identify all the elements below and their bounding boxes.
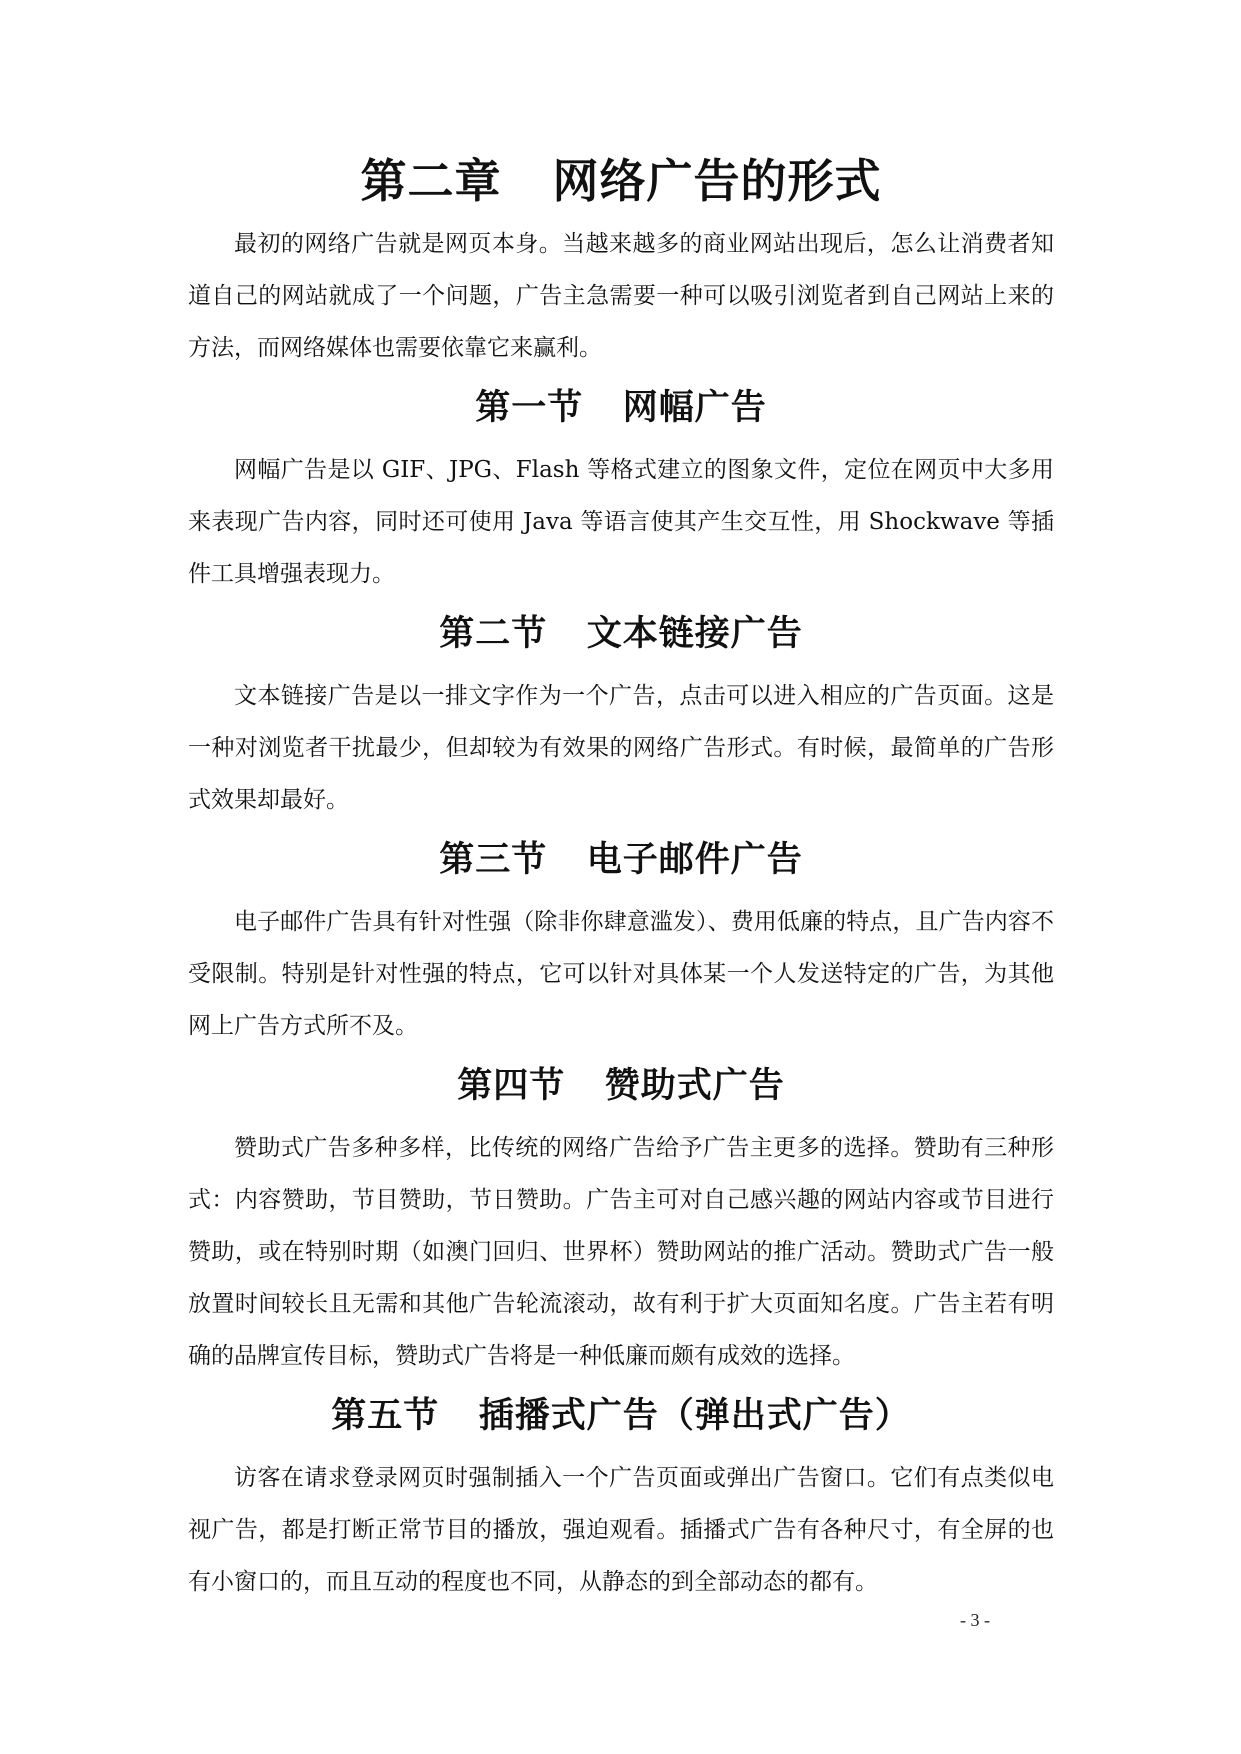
section-title-4: 第四节 赞助式广告 [457,1065,785,1106]
page-number: - 3 - [960,1610,990,1630]
section-title-3: 第三节 电子邮件广告 [439,839,803,880]
section-paragraph-4: 赞助式广告多种多样，比传统的网络广告给予广告主更多的选择。赞助有三种形式：内容赞助，节目赞助，节日赞助。广告主可对自己感兴趣的网站内容或节目进行赞助，或在特别时期（如澳门回归、世界杯）赞助网站的推广活动。赞助式广告一般放置时间较长且无需和其他广告轮流滚动，故有利于扩大页面知名度。广告主若有明确的品牌宣传目标，赞助式广告将是一种低廉而颇有成效的选择。 [188,1135,1054,1369]
chapter-title: 第二章 网络广告的形式 [360,154,882,208]
section-paragraph-2: 文本链接广告是以一排文字作为一个广告，点击可以进入相应的广告页面。这是一种对浏览者干扰最少，但却较为有效果的网络广告形式。有时候，最简单的广告形式效果却最好。 [188,683,1054,813]
section-title-1: 第一节 网幅广告 [475,387,767,428]
section-paragraph-5: 访客在请求登录网页时强制插入一个广告页面或弹出广告窗口。它们有点类似电视广告，都是打断正常节目的播放，强迫观看。插播式广告有各种尺寸，有全屏的也有小窗口的，而且互动的程度也不同，从静态的到全部动态的都有。 [188,1465,1054,1595]
section-title-5: 第五节 插播式广告（弹出式广告） [331,1395,911,1436]
document-page [188,150,1054,1608]
section-paragraph-1: 网幅广告是以 GIF、JPG、Flash 等格式建立的图象文件，定位在网页中大多用来表现广告内容，同时还可使用 Java 等语言使其产生交互性，用 Shockwave 等插件工具增强表现力。 [188,457,1054,587]
section-title-2: 第二节 文本链接广告 [439,613,803,654]
chapter-intro-paragraph: 最初的网络广告就是网页本身。当越来越多的商业网站出现后，怎么让消费者知道自己的网站就成了一个问题，广告主急需要一种可以吸引浏览者到自己网站上来的方法，而网络媒体也需要依靠它来赢利。 [188,231,1054,361]
section-paragraph-3: 电子邮件广告具有针对性强（除非你肆意滥发）、费用低廉的特点，且广告内容不受限制。特别是针对性强的特点，它可以针对具体某一个人发送特定的广告，为其他网上广告方式所不及。 [188,909,1054,1039]
